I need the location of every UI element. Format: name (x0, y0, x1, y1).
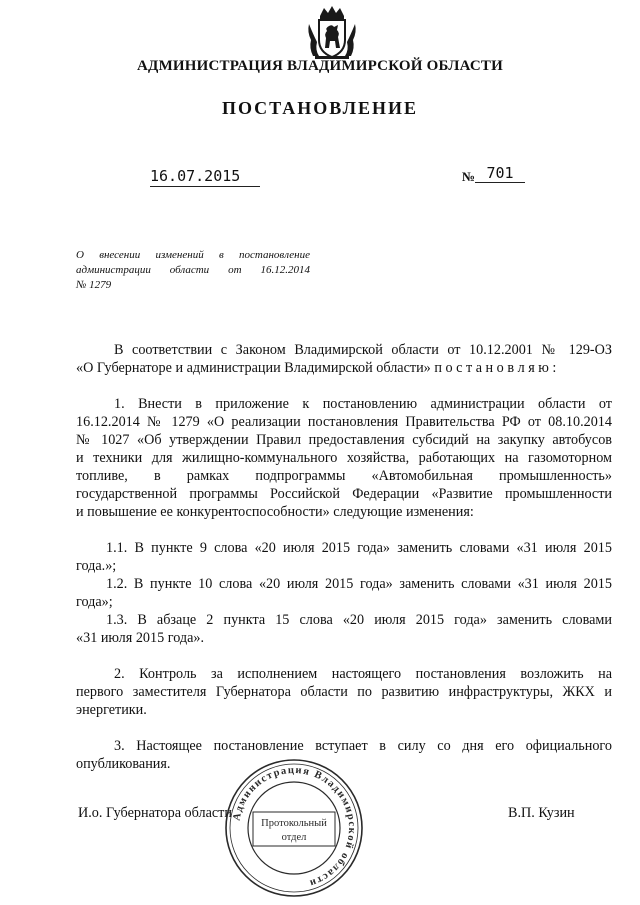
text-line: 2. Контроль за исполнением настоящего постановления возложить на (114, 666, 612, 682)
document-body (76, 341, 612, 773)
subject-line: № 1279 (76, 279, 112, 291)
item-1-3-paragraph (76, 611, 612, 647)
text-line: В соответствии с Законом Владимирской области от 10.12.2001 № 129-ОЗ (114, 342, 612, 358)
text-line: 1.1. В пункте 9 слова «20 июля 2015 года» заменить словами «31 июля 2015 (106, 540, 612, 556)
text-line: 1.3. В абзаце 2 пункта 15 слова «20 июля 2015 года» заменить словами (106, 612, 612, 628)
text-line: года.»; (76, 558, 117, 574)
text-line: топливе, в рамках подпрограммы «Автомобильная промышленность» (76, 468, 612, 484)
text-line: 1. Внести в приложение к постановлению администрации области от (114, 396, 612, 412)
text-line: и повышение ее конкурентоспособности» следующие изменения: (76, 504, 474, 520)
document-number: 701 (475, 164, 525, 183)
text-line: «О Губернаторе и администрации Владимирской области» п о с т а н о в л я ю : (76, 360, 557, 376)
text-line: года»; (76, 594, 113, 610)
text-line: «31 июля 2015 года». (76, 630, 205, 646)
official-stamp (223, 757, 365, 899)
stamp-ring-text: Администрация Владимирской области (231, 764, 358, 889)
text-line: № 1027 «Об утверждении Правил предоставления субсидий на закупку автобусов (76, 432, 612, 448)
text-line: энергетики. (76, 702, 147, 718)
subject-line: О внесении изменений в постановление (76, 249, 310, 261)
subject-line: администрации области от 16.12.2014 (76, 264, 310, 276)
text-line: опубликования. (76, 756, 171, 772)
text-line: 1.2. В пункте 10 слова «20 июля 2015 года» заменить словами «31 июля 2015 (106, 576, 612, 592)
text-line: первого заместителя Губернатора области по развитию инфраструктуры, ЖКХ и (76, 684, 612, 700)
signatory-position: И.о. Губернатора области (78, 805, 232, 821)
item-1-paragraph (76, 395, 612, 521)
organization-name: АДМИНИСТРАЦИЯ ВЛАДИМИРСКОЙ ОБЛАСТИ (137, 58, 503, 74)
stamp-center-line-2: отдел (281, 832, 307, 843)
text-line: 16.12.2014 № 1279 «О реализации постановления Правительства РФ от 08.10.2014 (76, 414, 612, 430)
item-2-paragraph (76, 665, 612, 719)
document-type: ПОСТАНОВЛЕНИЕ (221, 98, 419, 118)
preamble-paragraph (76, 341, 612, 377)
document-date: 16.07.2015 (150, 167, 260, 187)
text-line: 3. Настоящее постановление вступает в силу со дня его официального (114, 738, 612, 754)
text-line: государственной программы Российской Федерации «Развитие промышленности (76, 486, 612, 502)
stamp-center-line-1: Протокольный (261, 818, 327, 829)
item-1-2-paragraph (76, 575, 612, 611)
text-line: и техники для жилищно-коммунального хозяйства, работающих на газомоторном (76, 450, 612, 466)
number-sign: № (462, 169, 476, 184)
item-1-1-paragraph (76, 539, 612, 575)
signatory-name: В.П. Кузин (508, 805, 575, 821)
coat-of-arms-icon (305, 4, 359, 60)
document-subject (76, 248, 310, 293)
